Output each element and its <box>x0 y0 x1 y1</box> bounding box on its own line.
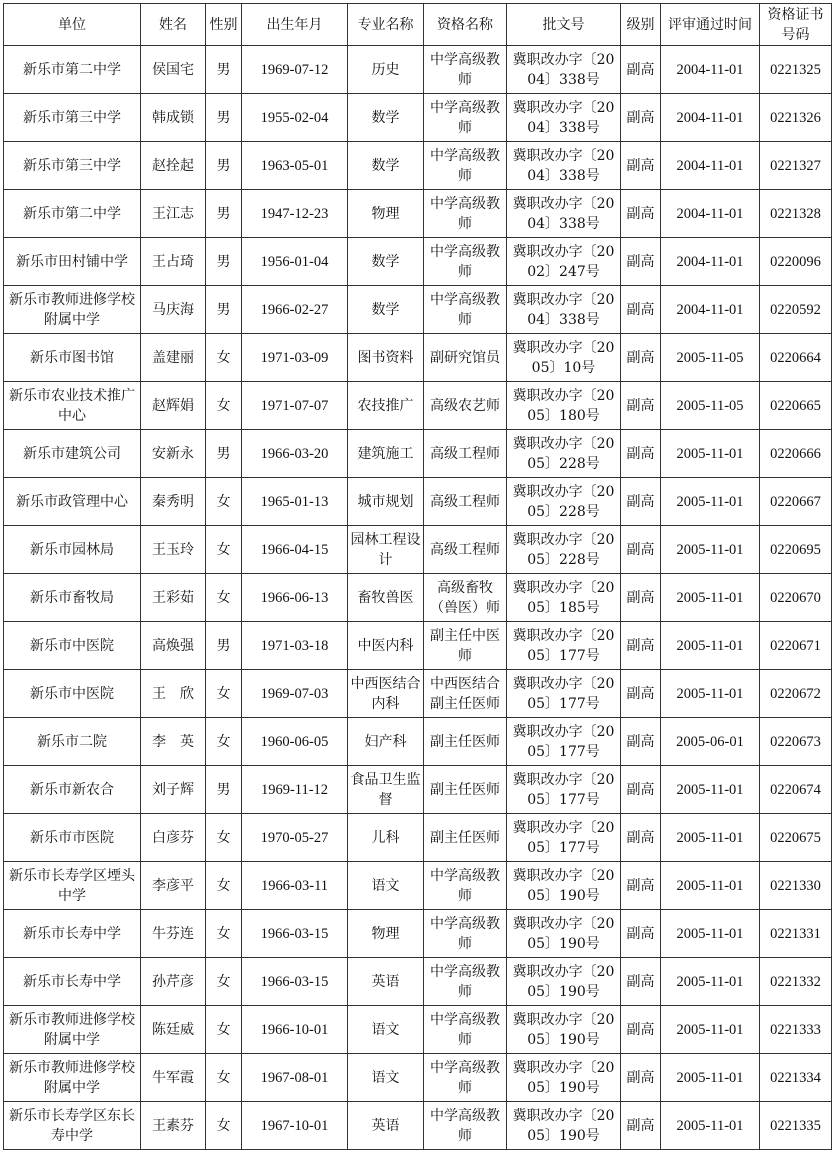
cell-qualification: 中学高级教师 <box>424 1006 507 1054</box>
table-row <box>4 1006 832 1054</box>
cell-review-date: 2005-11-05 <box>661 382 760 430</box>
cell-qualification: 副主任中医师 <box>424 622 507 670</box>
cell-review-date: 2004-11-01 <box>661 286 760 334</box>
cell-certificate-no: 0221335 <box>760 1102 832 1150</box>
cell-major: 英语 <box>348 958 424 1006</box>
table-body <box>4 46 832 1150</box>
cell-certificate-no: 0220695 <box>760 526 832 574</box>
cell-approval-doc: 冀职改办字〔2005〕190号 <box>507 958 621 1006</box>
cell-approval-doc: 冀职改办字〔2005〕180号 <box>507 382 621 430</box>
cell-gender: 男 <box>206 622 242 670</box>
cell-unit: 新乐市长寿学区东长寿中学 <box>4 1102 141 1150</box>
cell-major: 妇产科 <box>348 718 424 766</box>
table-row <box>4 526 832 574</box>
cell-major: 数学 <box>348 142 424 190</box>
cell-review-date: 2005-06-01 <box>661 718 760 766</box>
cell-birth-date: 1956-01-04 <box>242 238 348 286</box>
cell-review-date: 2005-11-01 <box>661 670 760 718</box>
cell-gender: 女 <box>206 1006 242 1054</box>
cell-certificate-no: 0221325 <box>760 46 832 94</box>
table-row <box>4 142 832 190</box>
cell-review-date: 2005-11-01 <box>661 1006 760 1054</box>
cell-approval-doc: 冀职改办字〔2004〕338号 <box>507 46 621 94</box>
cell-review-date: 2004-11-01 <box>661 94 760 142</box>
column-header-name: 姓名 <box>141 4 206 46</box>
cell-birth-date: 1960-06-05 <box>242 718 348 766</box>
cell-qualification: 中学高级教师 <box>424 910 507 958</box>
cell-certificate-no: 0220664 <box>760 334 832 382</box>
cell-name: 牛军霞 <box>141 1054 206 1102</box>
table-row <box>4 814 832 862</box>
cell-major: 中西医结合内科 <box>348 670 424 718</box>
cell-gender: 女 <box>206 910 242 958</box>
cell-birth-date: 1966-10-01 <box>242 1006 348 1054</box>
cell-certificate-no: 0220666 <box>760 430 832 478</box>
cell-gender: 女 <box>206 526 242 574</box>
cell-level: 副高 <box>621 718 661 766</box>
cell-major: 语文 <box>348 1054 424 1102</box>
cell-name: 孙芹彦 <box>141 958 206 1006</box>
cell-name: 马庆海 <box>141 286 206 334</box>
table-row <box>4 574 832 622</box>
cell-gender: 男 <box>206 286 242 334</box>
cell-level: 副高 <box>621 238 661 286</box>
cell-review-date: 2005-11-05 <box>661 334 760 382</box>
cell-gender: 女 <box>206 718 242 766</box>
cell-major: 语文 <box>348 862 424 910</box>
cell-certificate-no: 0221327 <box>760 142 832 190</box>
cell-name: 牛芬连 <box>141 910 206 958</box>
table-row <box>4 958 832 1006</box>
cell-major: 食品卫生监督 <box>348 766 424 814</box>
cell-review-date: 2005-11-01 <box>661 622 760 670</box>
cell-qualification: 副研究馆员 <box>424 334 507 382</box>
cell-birth-date: 1969-11-12 <box>242 766 348 814</box>
cell-birth-date: 1947-12-23 <box>242 190 348 238</box>
cell-unit: 新乐市中医院 <box>4 670 141 718</box>
cell-birth-date: 1967-10-01 <box>242 1102 348 1150</box>
column-header-gender: 性别 <box>206 4 242 46</box>
cell-review-date: 2005-11-01 <box>661 766 760 814</box>
cell-certificate-no: 0220592 <box>760 286 832 334</box>
cell-name: 王彩茹 <box>141 574 206 622</box>
cell-approval-doc: 冀职改办字〔2005〕190号 <box>507 910 621 958</box>
cell-major: 语文 <box>348 1006 424 1054</box>
cell-name: 王江志 <box>141 190 206 238</box>
table-row <box>4 430 832 478</box>
cell-approval-doc: 冀职改办字〔2005〕177号 <box>507 814 621 862</box>
cell-gender: 男 <box>206 190 242 238</box>
cell-birth-date: 1969-07-12 <box>242 46 348 94</box>
cell-certificate-no: 0220675 <box>760 814 832 862</box>
cell-level: 副高 <box>621 670 661 718</box>
cell-unit: 新乐市教师进修学校附属中学 <box>4 1054 141 1102</box>
cell-gender: 男 <box>206 142 242 190</box>
column-header-qualification: 资格名称 <box>424 4 507 46</box>
cell-unit: 新乐市第二中学 <box>4 46 141 94</box>
cell-major: 物理 <box>348 190 424 238</box>
cell-qualification: 中学高级教师 <box>424 46 507 94</box>
cell-qualification: 中学高级教师 <box>424 1054 507 1102</box>
cell-gender: 女 <box>206 958 242 1006</box>
cell-level: 副高 <box>621 1006 661 1054</box>
cell-approval-doc: 冀职改办字〔2004〕338号 <box>507 142 621 190</box>
cell-certificate-no: 0220665 <box>760 382 832 430</box>
cell-unit: 新乐市二院 <box>4 718 141 766</box>
cell-qualification: 高级工程师 <box>424 478 507 526</box>
cell-qualification: 副主任医师 <box>424 766 507 814</box>
cell-birth-date: 1971-03-09 <box>242 334 348 382</box>
table-row <box>4 46 832 94</box>
cell-level: 副高 <box>621 622 661 670</box>
cell-name: 韩成锁 <box>141 94 206 142</box>
cell-unit: 新乐市第二中学 <box>4 190 141 238</box>
cell-birth-date: 1966-03-11 <box>242 862 348 910</box>
cell-birth-date: 1966-06-13 <box>242 574 348 622</box>
cell-name: 王素芬 <box>141 1102 206 1150</box>
cell-level: 副高 <box>621 94 661 142</box>
cell-review-date: 2005-11-01 <box>661 1102 760 1150</box>
table-row <box>4 190 832 238</box>
cell-major: 农技推广 <box>348 382 424 430</box>
cell-birth-date: 1966-02-27 <box>242 286 348 334</box>
column-header-unit: 单位 <box>4 4 141 46</box>
cell-certificate-no: 0221332 <box>760 958 832 1006</box>
cell-certificate-no: 0220670 <box>760 574 832 622</box>
cell-gender: 女 <box>206 382 242 430</box>
cell-major: 英语 <box>348 1102 424 1150</box>
cell-certificate-no: 0220674 <box>760 766 832 814</box>
cell-approval-doc: 冀职改办字〔2004〕338号 <box>507 94 621 142</box>
cell-level: 副高 <box>621 526 661 574</box>
table-row <box>4 862 832 910</box>
cell-major: 中医内科 <box>348 622 424 670</box>
cell-review-date: 2004-11-01 <box>661 142 760 190</box>
cell-level: 副高 <box>621 142 661 190</box>
table-row <box>4 478 832 526</box>
cell-review-date: 2004-11-01 <box>661 238 760 286</box>
cell-qualification: 中学高级教师 <box>424 190 507 238</box>
column-header-certificate-no: 资格证书号码 <box>760 4 832 46</box>
cell-name: 赵辉娟 <box>141 382 206 430</box>
cell-approval-doc: 冀职改办字〔2005〕177号 <box>507 766 621 814</box>
cell-name: 安新永 <box>141 430 206 478</box>
cell-name: 白彦芬 <box>141 814 206 862</box>
cell-name: 陈廷威 <box>141 1006 206 1054</box>
cell-unit: 新乐市长寿学区堙头中学 <box>4 862 141 910</box>
cell-name: 李彦平 <box>141 862 206 910</box>
cell-approval-doc: 冀职改办字〔2005〕10号 <box>507 334 621 382</box>
cell-name: 高焕强 <box>141 622 206 670</box>
table-row <box>4 766 832 814</box>
cell-unit: 新乐市建筑公司 <box>4 430 141 478</box>
cell-review-date: 2005-11-01 <box>661 526 760 574</box>
table-row <box>4 622 832 670</box>
cell-level: 副高 <box>621 862 661 910</box>
cell-level: 副高 <box>621 766 661 814</box>
cell-level: 副高 <box>621 190 661 238</box>
cell-gender: 女 <box>206 862 242 910</box>
cell-certificate-no: 0221328 <box>760 190 832 238</box>
cell-birth-date: 1970-05-27 <box>242 814 348 862</box>
cell-approval-doc: 冀职改办字〔2005〕177号 <box>507 718 621 766</box>
cell-unit: 新乐市教师进修学校附属中学 <box>4 1006 141 1054</box>
cell-unit: 新乐市园林局 <box>4 526 141 574</box>
cell-level: 副高 <box>621 910 661 958</box>
column-header-review-date: 评审通过时间 <box>661 4 760 46</box>
cell-review-date: 2005-11-01 <box>661 958 760 1006</box>
cell-gender: 女 <box>206 670 242 718</box>
cell-qualification: 副主任医师 <box>424 718 507 766</box>
cell-major: 物理 <box>348 910 424 958</box>
cell-birth-date: 1971-03-18 <box>242 622 348 670</box>
cell-review-date: 2005-11-01 <box>661 910 760 958</box>
cell-level: 副高 <box>621 430 661 478</box>
cell-approval-doc: 冀职改办字〔2005〕228号 <box>507 430 621 478</box>
cell-qualification: 高级畜牧（兽医）师 <box>424 574 507 622</box>
cell-unit: 新乐市农业技术推广中心 <box>4 382 141 430</box>
cell-major: 建筑施工 <box>348 430 424 478</box>
cell-certificate-no: 0220671 <box>760 622 832 670</box>
cell-level: 副高 <box>621 286 661 334</box>
cell-approval-doc: 冀职改办字〔2005〕190号 <box>507 1102 621 1150</box>
cell-name: 秦秀明 <box>141 478 206 526</box>
table-row <box>4 910 832 958</box>
cell-review-date: 2005-11-01 <box>661 814 760 862</box>
cell-level: 副高 <box>621 382 661 430</box>
cell-qualification: 副主任医师 <box>424 814 507 862</box>
cell-name: 盖建丽 <box>141 334 206 382</box>
cell-name: 刘子辉 <box>141 766 206 814</box>
cell-certificate-no: 0220667 <box>760 478 832 526</box>
cell-gender: 男 <box>206 766 242 814</box>
cell-birth-date: 1966-03-20 <box>242 430 348 478</box>
cell-approval-doc: 冀职改办字〔2005〕190号 <box>507 1054 621 1102</box>
cell-major: 畜牧兽医 <box>348 574 424 622</box>
cell-birth-date: 1969-07-03 <box>242 670 348 718</box>
cell-gender: 女 <box>206 1102 242 1150</box>
cell-qualification: 高级农艺师 <box>424 382 507 430</box>
cell-unit: 新乐市市医院 <box>4 814 141 862</box>
cell-name: 王玉玲 <box>141 526 206 574</box>
table-row <box>4 94 832 142</box>
cell-gender: 女 <box>206 574 242 622</box>
table-row <box>4 1102 832 1150</box>
cell-qualification: 中学高级教师 <box>424 286 507 334</box>
cell-certificate-no: 0221333 <box>760 1006 832 1054</box>
cell-major: 图书资料 <box>348 334 424 382</box>
table-row <box>4 334 832 382</box>
cell-approval-doc: 冀职改办字〔2005〕190号 <box>507 1006 621 1054</box>
cell-unit: 新乐市教师进修学校附属中学 <box>4 286 141 334</box>
cell-unit: 新乐市畜牧局 <box>4 574 141 622</box>
cell-major: 数学 <box>348 238 424 286</box>
cell-approval-doc: 冀职改办字〔2004〕338号 <box>507 190 621 238</box>
cell-level: 副高 <box>621 574 661 622</box>
cell-unit: 新乐市第三中学 <box>4 94 141 142</box>
cell-name: 侯国宅 <box>141 46 206 94</box>
cell-review-date: 2004-11-01 <box>661 46 760 94</box>
cell-birth-date: 1955-02-04 <box>242 94 348 142</box>
cell-review-date: 2005-11-01 <box>661 862 760 910</box>
table-row <box>4 286 832 334</box>
cell-birth-date: 1966-03-15 <box>242 958 348 1006</box>
cell-qualification: 高级工程师 <box>424 526 507 574</box>
cell-qualification: 高级工程师 <box>424 430 507 478</box>
cell-qualification: 中学高级教师 <box>424 238 507 286</box>
cell-qualification: 中学高级教师 <box>424 862 507 910</box>
cell-review-date: 2005-11-01 <box>661 1054 760 1102</box>
cell-gender: 女 <box>206 1054 242 1102</box>
cell-name: 赵拴起 <box>141 142 206 190</box>
cell-major: 数学 <box>348 94 424 142</box>
cell-level: 副高 <box>621 478 661 526</box>
cell-approval-doc: 冀职改办字〔2005〕185号 <box>507 574 621 622</box>
cell-gender: 男 <box>206 238 242 286</box>
table-row <box>4 1054 832 1102</box>
cell-unit: 新乐市第三中学 <box>4 142 141 190</box>
cell-approval-doc: 冀职改办字〔2005〕177号 <box>507 622 621 670</box>
cell-name: 王 欣 <box>141 670 206 718</box>
cell-major: 城市规划 <box>348 478 424 526</box>
table-row <box>4 718 832 766</box>
cell-level: 副高 <box>621 958 661 1006</box>
cell-level: 副高 <box>621 814 661 862</box>
cell-gender: 女 <box>206 814 242 862</box>
cell-level: 副高 <box>621 1054 661 1102</box>
cell-major: 历史 <box>348 46 424 94</box>
cell-gender: 女 <box>206 478 242 526</box>
cell-review-date: 2004-11-01 <box>661 190 760 238</box>
column-header-major: 专业名称 <box>348 4 424 46</box>
qualification-roster-table <box>3 3 832 1150</box>
cell-birth-date: 1963-05-01 <box>242 142 348 190</box>
cell-unit: 新乐市中医院 <box>4 622 141 670</box>
table-row <box>4 670 832 718</box>
cell-approval-doc: 冀职改办字〔2004〕338号 <box>507 286 621 334</box>
cell-certificate-no: 0220673 <box>760 718 832 766</box>
cell-birth-date: 1967-08-01 <box>242 1054 348 1102</box>
cell-gender: 女 <box>206 334 242 382</box>
cell-review-date: 2005-11-01 <box>661 430 760 478</box>
cell-unit: 新乐市图书馆 <box>4 334 141 382</box>
cell-birth-date: 1965-01-13 <box>242 478 348 526</box>
cell-unit: 新乐市政管理中心 <box>4 478 141 526</box>
cell-birth-date: 1966-04-15 <box>242 526 348 574</box>
cell-qualification: 中学高级教师 <box>424 958 507 1006</box>
cell-major: 儿科 <box>348 814 424 862</box>
cell-approval-doc: 冀职改办字〔2005〕190号 <box>507 862 621 910</box>
cell-level: 副高 <box>621 1102 661 1150</box>
cell-certificate-no: 0221330 <box>760 862 832 910</box>
cell-certificate-no: 0221334 <box>760 1054 832 1102</box>
cell-gender: 男 <box>206 46 242 94</box>
header-row <box>4 4 832 46</box>
cell-unit: 新乐市田村铺中学 <box>4 238 141 286</box>
cell-name: 王占琦 <box>141 238 206 286</box>
table-row <box>4 238 832 286</box>
cell-review-date: 2005-11-01 <box>661 574 760 622</box>
cell-approval-doc: 冀职改办字〔2005〕228号 <box>507 526 621 574</box>
cell-qualification: 中学高级教师 <box>424 94 507 142</box>
cell-approval-doc: 冀职改办字〔2005〕228号 <box>507 478 621 526</box>
cell-qualification: 中学高级教师 <box>424 142 507 190</box>
cell-level: 副高 <box>621 46 661 94</box>
cell-level: 副高 <box>621 334 661 382</box>
cell-review-date: 2005-11-01 <box>661 478 760 526</box>
cell-certificate-no: 0220672 <box>760 670 832 718</box>
cell-approval-doc: 冀职改办字〔2005〕177号 <box>507 670 621 718</box>
cell-qualification: 中学高级教师 <box>424 1102 507 1150</box>
column-header-approval-doc: 批文号 <box>507 4 621 46</box>
cell-gender: 男 <box>206 94 242 142</box>
cell-birth-date: 1971-07-07 <box>242 382 348 430</box>
cell-unit: 新乐市新农合 <box>4 766 141 814</box>
cell-certificate-no: 0221326 <box>760 94 832 142</box>
cell-certificate-no: 0221331 <box>760 910 832 958</box>
cell-major: 园林工程设计 <box>348 526 424 574</box>
cell-gender: 男 <box>206 430 242 478</box>
column-header-level: 级别 <box>621 4 661 46</box>
cell-birth-date: 1966-03-15 <box>242 910 348 958</box>
cell-certificate-no: 0220096 <box>760 238 832 286</box>
column-header-birth: 出生年月 <box>242 4 348 46</box>
cell-name: 李 英 <box>141 718 206 766</box>
cell-major: 数学 <box>348 286 424 334</box>
cell-approval-doc: 冀职改办字〔2002〕247号 <box>507 238 621 286</box>
cell-qualification: 中西医结合副主任医师 <box>424 670 507 718</box>
cell-unit: 新乐市长寿中学 <box>4 958 141 1006</box>
cell-unit: 新乐市长寿中学 <box>4 910 141 958</box>
table-row <box>4 382 832 430</box>
